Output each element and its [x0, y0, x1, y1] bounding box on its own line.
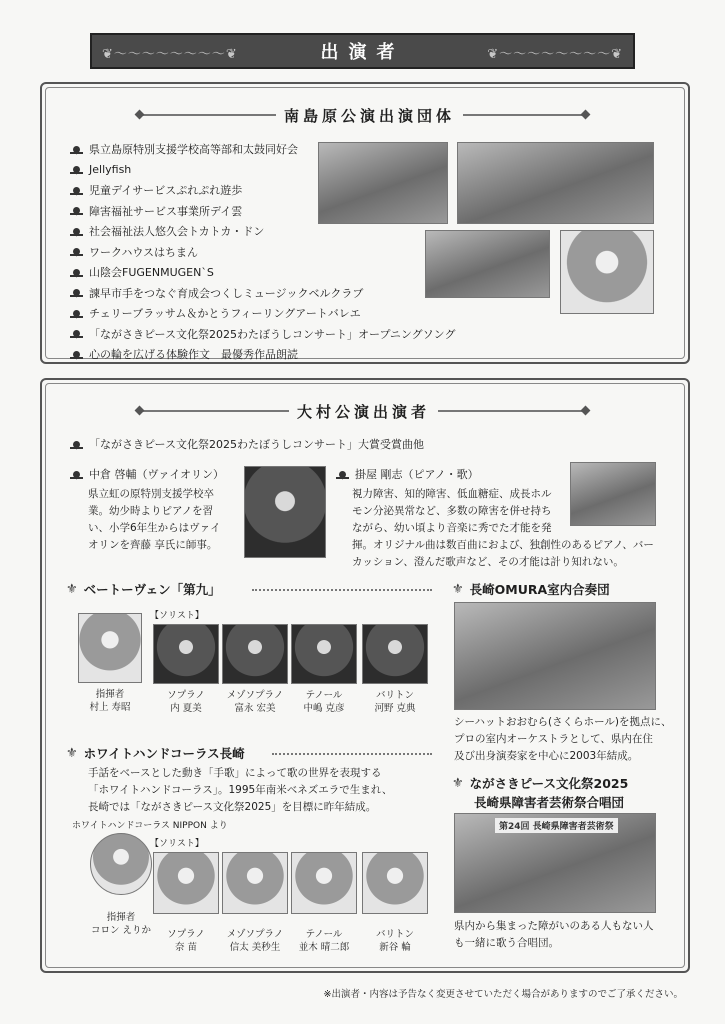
- bullet-icon: [70, 185, 83, 196]
- photo-conductor-colon: [90, 833, 152, 895]
- whitehands-soloist-label: 【ソリスト】: [150, 839, 204, 849]
- fleur-icon: ⚜: [66, 745, 78, 761]
- performer2-bio: 視力障害、知的障害、低血糖症、成長ホル モン分泌異常など、多数の障害を併せ持ち ながら、幼い頃より音楽に秀でた才能を発 揮。オリジナル曲は数百曲におよび、独創性のあるピアノ、バー カッション、澄んだ歌声など、その才能は計り知れない。: [352, 488, 654, 568]
- list-item: 山陰会FUGENMUGEN`S: [70, 262, 455, 283]
- photo-wh-tenor: [291, 852, 357, 914]
- conductor-caption: 指揮者 コロン えりか: [90, 912, 152, 936]
- photo-taiko-group: [318, 142, 448, 224]
- photo-dance-group: [457, 142, 654, 224]
- bullet-icon: [70, 226, 83, 237]
- choir-desc: 県内から集まった障がいのある人もない人 も一緒に歌う合唱団。: [454, 920, 654, 949]
- fleur-icon: ⚜: [452, 581, 464, 597]
- photo-baritone: [362, 624, 428, 684]
- orchestra-heading: ⚜ 長崎OMURA室内合奏団: [452, 581, 610, 597]
- soloist-caption: ソプラノ 奈 苗: [167, 929, 205, 953]
- footer-note: ※出演者・内容は予告なく変更させていただく場合がありますのでご了承ください。: [323, 989, 683, 1000]
- ornament-right: ❦～～～～～～～～❦: [487, 47, 623, 62]
- soloist-caption: テノール 中嶋 克彦: [303, 690, 345, 714]
- list-item: 諫早市手をつなぐ育成会つくしミュージックベルクラブ: [70, 283, 455, 304]
- photo-pianist: [570, 462, 656, 526]
- bullet-icon: [70, 164, 83, 175]
- soloist-caption: メゾソプラノ 信太 美秒生: [226, 929, 284, 953]
- list-item: Jellyfish: [70, 160, 455, 181]
- list-item: 社会福祉法人悠久会トカトカ・ドン: [70, 221, 455, 242]
- ornament-left: ❦～～～～～～～～❦: [102, 47, 238, 62]
- soloist-caption: メゾソプラノ 富永 宏美: [226, 690, 284, 714]
- whitehands-credit: ホワイトハンドコーラス NIPPON より: [72, 821, 228, 831]
- performer1-name-row: 中倉 啓輔（ヴァイオリン）: [70, 466, 224, 482]
- whitehands-heading: ⚜ ホワイトハンドコーラス長崎: [66, 745, 245, 761]
- choir-heading: ⚜ ながさきピース文化祭2025: [452, 775, 629, 791]
- conductor-caption: 指揮者 村上 寿昭: [89, 689, 131, 713]
- soloist-caption: ソプラノ 内 夏美: [167, 690, 205, 714]
- bullet-icon: [70, 349, 83, 360]
- soloist-caption: バリトン 新谷 輪: [375, 929, 414, 953]
- bullet-icon: [70, 469, 83, 480]
- photo-bell-club: [425, 230, 550, 298]
- soloist-caption: バリトン 河野 克典: [374, 690, 416, 714]
- photo-mezzo: [222, 624, 288, 684]
- list-item: チェリーブラッサム＆かとうフィーリングアートバレエ: [70, 303, 455, 324]
- list-item: ワークハウスはちまん: [70, 242, 455, 263]
- photo-orchestra: [454, 602, 656, 710]
- fleur-icon: ⚜: [452, 775, 464, 791]
- bullet-icon: [70, 144, 83, 155]
- photo-conductor-murakami: [78, 613, 142, 683]
- photo-violinist: [244, 466, 326, 558]
- header-banner: [90, 33, 635, 69]
- bullet-icon: [336, 469, 349, 480]
- bullet-icon: [70, 439, 83, 450]
- bullet-icon: [70, 246, 83, 257]
- photo-soprano: [153, 624, 219, 684]
- list-item: 児童デイサービスぷれぷれ遊歩: [70, 180, 455, 201]
- list-item: 心の輪を広げる体験作文 最優秀作品朗読: [70, 344, 455, 365]
- beethoven-soloist-label: 【ソリスト】: [150, 611, 204, 621]
- bullet-icon: [70, 328, 83, 339]
- orchestra-desc: シーハットおおむら(さくらホール)を拠点に、 プロの室内オーケストラとして、県内在住 及び出身演奏家を中心に2003年結成。: [454, 716, 672, 762]
- award-line: 「ながさきピース文化祭2025わたぼうしコンサート」大賞受賞曲他: [70, 435, 424, 453]
- whitehands-desc: 手話をベースとした動き「手歌」によって歌の世界を表現する 「ホワイトハンドコーラス」。1995年南米ベネズエラで生まれ、 長崎では「ながさきピース文化祭2025」を目標に昨年結成。: [88, 767, 393, 813]
- choir-subheading: 長崎県障害者芸術祭合唱団: [474, 795, 625, 810]
- choir-photo-banner: 第24回 長崎県障害者芸術祭: [495, 818, 618, 833]
- photo-ballet: [560, 230, 654, 314]
- list-item: 「ながさきピース文化祭2025わたぼうしコンサート」オープニングソング: [70, 324, 455, 345]
- beethoven-heading: ⚜ ベートーヴェン「第九」: [66, 581, 221, 597]
- bullet-icon: [70, 308, 83, 319]
- omura-title: 大村公演出演者: [289, 401, 438, 422]
- bullet-icon: [70, 287, 83, 298]
- photo-choir: [454, 813, 656, 913]
- shimabara-title: 南島原公演出演団体: [276, 105, 463, 126]
- photo-wh-soprano: [153, 852, 219, 914]
- page-title: 出演者: [320, 42, 405, 63]
- performer1-bio: 県立虹の原特別支援学校卒 業。幼少時よりピアノを習 い、小学6年生からはヴァイ オリンを齊藤 享氏に師事。: [88, 488, 221, 551]
- list-item: 県立島原特別支援学校高等部和太鼓同好会: [70, 139, 455, 160]
- fleur-icon: ⚜: [66, 581, 78, 597]
- bullet-icon: [70, 267, 83, 278]
- performer2-name-row: 掛屋 剛志（ピアノ・歌）: [336, 466, 479, 482]
- list-item: 障害福祉サービス事業所デイ雲: [70, 201, 455, 222]
- whitehands-dotted-rule: [272, 753, 432, 755]
- soloist-caption: テノール 並木 晴二郎: [298, 929, 350, 953]
- photo-wh-mezzo: [222, 852, 288, 914]
- photo-tenor: [291, 624, 357, 684]
- bullet-icon: [70, 205, 83, 216]
- beethoven-dotted-rule: [252, 589, 432, 591]
- photo-wh-baritone: [362, 852, 428, 914]
